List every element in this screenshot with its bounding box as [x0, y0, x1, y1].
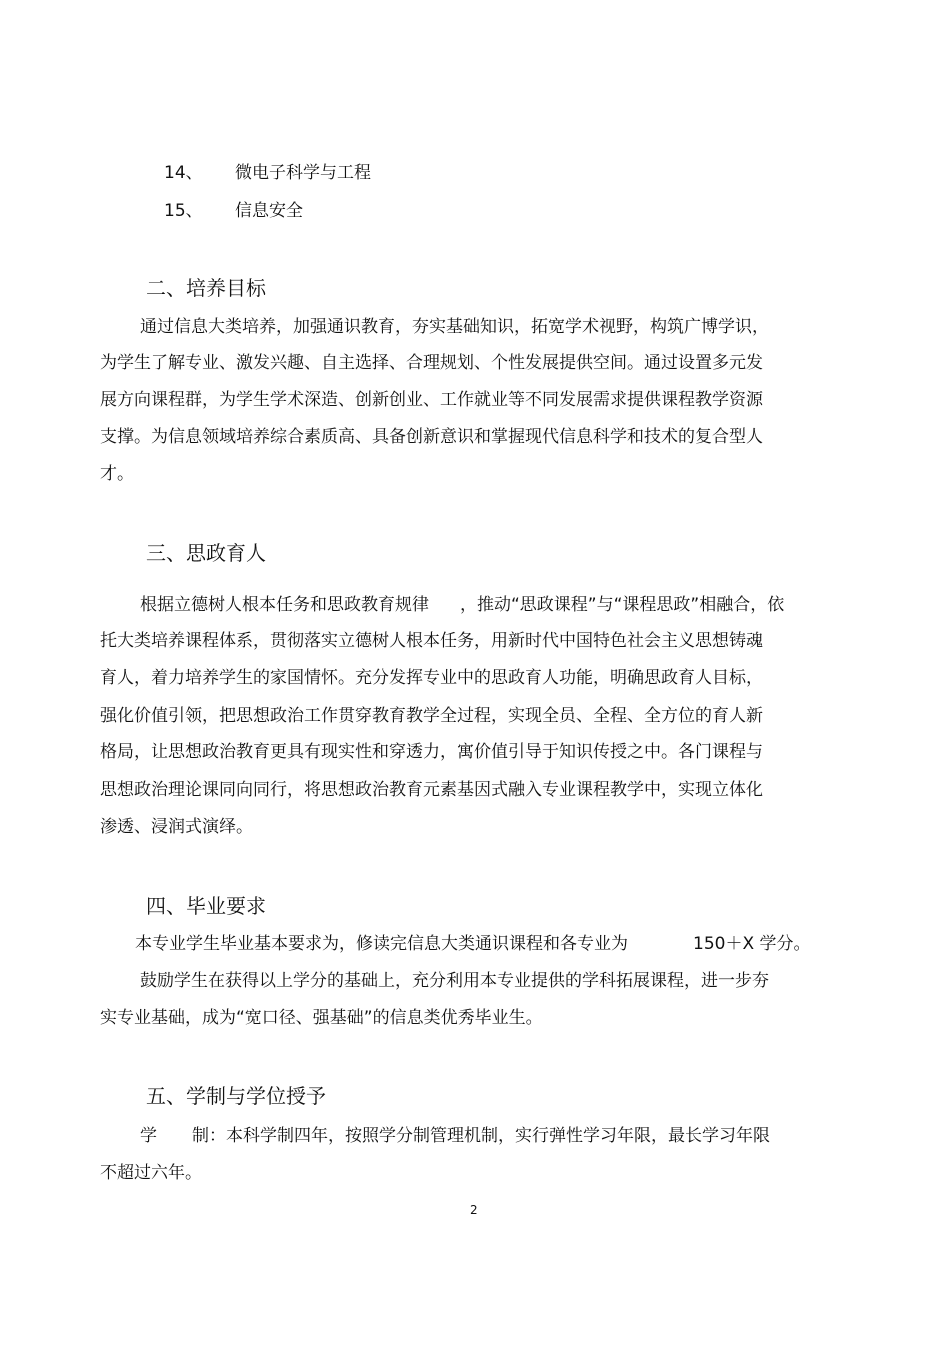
paragraph-line: 格局，让思想政治教育更具有现实性和穿透力，寓价值引导于知识传授之中。各门课程与 [100, 742, 763, 762]
paragraph-line: ，推动“思政课程”与“课程思政”相融合，依 [460, 595, 785, 615]
paragraph-line: 强化价值引领，把思想政治工作贯穿教育教学全过程，实现全员、全程、全方位的育人新 [100, 706, 763, 726]
paragraph-line: 根据立德树人根本任务和思政教育规律 [140, 595, 429, 615]
paragraph-line: 不超过六年。 [100, 1163, 202, 1183]
paragraph-line: 通过信息大类培养，加强通识教育，夯实基础知识，拓宽学术视野，构筑广博学识， [140, 317, 769, 337]
paragraph-line: 思想政治理论课同向同行，将思想政治教育元素基因式融入专业课程教学中，实现立体化 [100, 780, 763, 800]
paragraph-line: 才。 [100, 464, 134, 484]
paragraph-line: 为学生了解专业、激发兴趣、自主选择、合理规划、个性发展提供空间。通过设置多元发 [100, 353, 763, 373]
list-item-number: 15、 [164, 201, 203, 221]
list-item-text: 微电子科学与工程 [235, 163, 371, 183]
paragraph-line: 150＋X 学分。 [693, 934, 811, 954]
section-heading: 二、培养目标 [146, 276, 266, 300]
section-heading: 四、毕业要求 [146, 894, 266, 918]
paragraph-line: 鼓励学生在获得以上学分的基础上，充分利用本专业提供的学科拓展课程，进一步夯 [140, 971, 769, 991]
paragraph-line: 育人，着力培养学生的家国情怀。充分发挥专业中的思政育人功能，明确思政育人目标， [100, 668, 763, 688]
page-number: 2 [470, 1203, 478, 1217]
paragraph-line: 展方向课程群，为学生学术深造、创新创业、工作就业等不同发展需求提供课程教学资源 [100, 390, 763, 410]
label-text: 学 [140, 1126, 157, 1146]
section-heading: 三、思政育人 [146, 541, 266, 565]
list-item-number: 14、 [164, 163, 203, 183]
label-text: 制 [192, 1126, 209, 1146]
paragraph-line: 渗透、浸润式演绎。 [100, 817, 253, 837]
list-item-text: 信息安全 [235, 201, 303, 221]
paragraph-line: 本专业学生毕业基本要求为，修读完信息大类通识课程和各专业为 [135, 934, 628, 954]
paragraph-line: ：本科学制四年，按照学分制管理机制，实行弹性学习年限，最长学习年限 [209, 1126, 770, 1146]
paragraph-line: 实专业基础，成为“宽口径、强基础”的信息类优秀毕业生。 [100, 1008, 543, 1028]
section-heading: 五、学制与学位授予 [146, 1084, 326, 1108]
paragraph-line: 托大类培养课程体系，贯彻落实立德树人根本任务，用新时代中国特色社会主义思想铸魂 [100, 631, 763, 651]
paragraph-line: 支撑。为信息领域培养综合素质高、具备创新意识和掌握现代信息科学和技术的复合型人 [100, 427, 763, 447]
